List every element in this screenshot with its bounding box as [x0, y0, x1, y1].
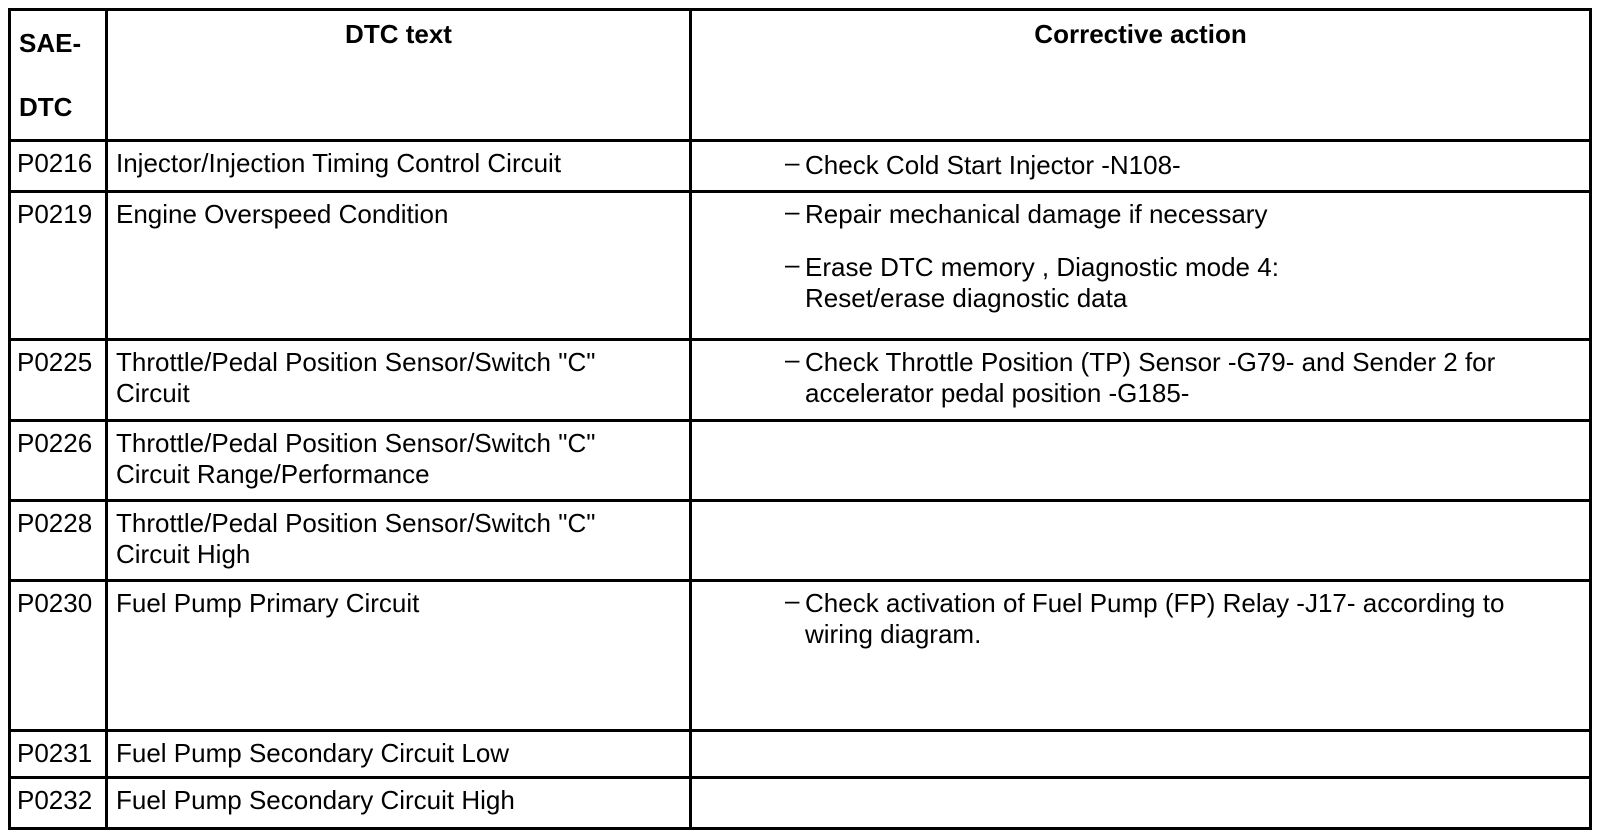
header-row — [10, 10, 1591, 141]
corrective-action-cell — [691, 778, 1591, 829]
dtc-code-cell: P0216 — [10, 141, 107, 192]
corrective-action-item — [785, 252, 1581, 314]
corrective-action-list — [700, 148, 1581, 181]
table-row — [10, 731, 1591, 778]
dtc-text-line: Fuel Pump Secondary Circuit Low — [116, 738, 510, 768]
dtc-code-cell: P0226 — [10, 421, 107, 501]
corrective-action-cell — [691, 731, 1591, 778]
dtc-text-cell — [107, 581, 691, 731]
corrective-action-line: – Check activation of Fuel Pump (FP) Relay -J17- according to — [805, 588, 1505, 618]
corrective-action-line: wiring diagram. — [805, 619, 982, 649]
corrective-action-line: Reset/erase diagnostic data — [805, 283, 1128, 313]
table-header — [10, 10, 1591, 141]
corrective-action-cell — [691, 340, 1591, 421]
table-row — [10, 581, 1591, 731]
corrective-action-line: – Repair mechanical damage if necessary — [805, 199, 1268, 229]
corrective-action-item — [785, 347, 1581, 409]
dtc-text-line: Circuit Range/Performance — [116, 459, 430, 489]
corrective-action-item — [785, 150, 1581, 181]
dtc-code-cell: P0232 — [10, 778, 107, 829]
corrective-action-line: – Check Throttle Position (TP) Sensor -G79- and Sender 2 for — [805, 347, 1496, 377]
dtc-text-cell — [107, 421, 691, 501]
corrective-action-cell — [691, 581, 1591, 731]
corrective-action-item — [785, 588, 1581, 650]
dtc-text-line: Circuit — [116, 378, 190, 408]
dtc-text-cell — [107, 501, 691, 581]
corrective-action-list — [700, 199, 1581, 314]
table-row — [10, 192, 1591, 340]
dtc-text-line: Circuit High — [116, 539, 251, 569]
dtc-code-cell: P0230 — [10, 581, 107, 731]
corrective-action-cell — [691, 141, 1591, 192]
corrective-action-cell — [691, 421, 1591, 501]
dtc-text-cell — [107, 340, 691, 421]
dtc-table — [8, 8, 1592, 830]
dtc-text-line: Fuel Pump Secondary Circuit High — [116, 785, 515, 815]
table-row — [10, 778, 1591, 829]
dtc-text-line: Throttle/Pedal Position Sensor/Switch "C" — [116, 428, 596, 458]
dtc-text-line: Throttle/Pedal Position Sensor/Switch "C" — [116, 508, 596, 538]
table-body — [10, 141, 1591, 829]
table-row — [10, 141, 1591, 192]
table-row — [10, 421, 1591, 501]
table-row — [10, 501, 1591, 581]
dtc-text-line: Engine Overspeed Condition — [116, 199, 449, 229]
dtc-text-line: Injector/Injection Timing Control Circuit — [116, 148, 562, 178]
corrective-action-cell — [691, 501, 1591, 581]
dtc-text-line: Fuel Pump Primary Circuit — [116, 588, 420, 618]
dtc-code-cell: P0225 — [10, 340, 107, 421]
dtc-text-cell — [107, 778, 691, 829]
corrective-action-line: – Erase DTC memory , Diagnostic mode 4: — [805, 252, 1279, 282]
corrective-action-item — [785, 199, 1581, 230]
header-sae-dtc — [10, 10, 107, 141]
header-sae-dtc-line2: DTC — [19, 92, 73, 122]
dtc-text-cell — [107, 141, 691, 192]
corrective-action-line: accelerator pedal position -G185- — [805, 378, 1190, 408]
corrective-action-list — [700, 347, 1581, 409]
corrective-action-list — [700, 588, 1581, 650]
dtc-text-cell — [107, 192, 691, 340]
dtc-code-cell: P0231 — [10, 731, 107, 778]
dtc-code-cell: P0219 — [10, 192, 107, 340]
corrective-action-line: – Check Cold Start Injector -N108- — [805, 150, 1181, 180]
corrective-action-cell — [691, 192, 1591, 340]
header-sae-dtc-line1: SAE- — [19, 28, 82, 58]
dtc-text-line: Throttle/Pedal Position Sensor/Switch "C" — [116, 347, 596, 377]
dtc-text-cell — [107, 731, 691, 778]
dtc-code-cell: P0228 — [10, 501, 107, 581]
table-row — [10, 340, 1591, 421]
header-dtc-text: DTC text — [107, 10, 691, 141]
header-corrective-action: Corrective action — [691, 10, 1591, 141]
